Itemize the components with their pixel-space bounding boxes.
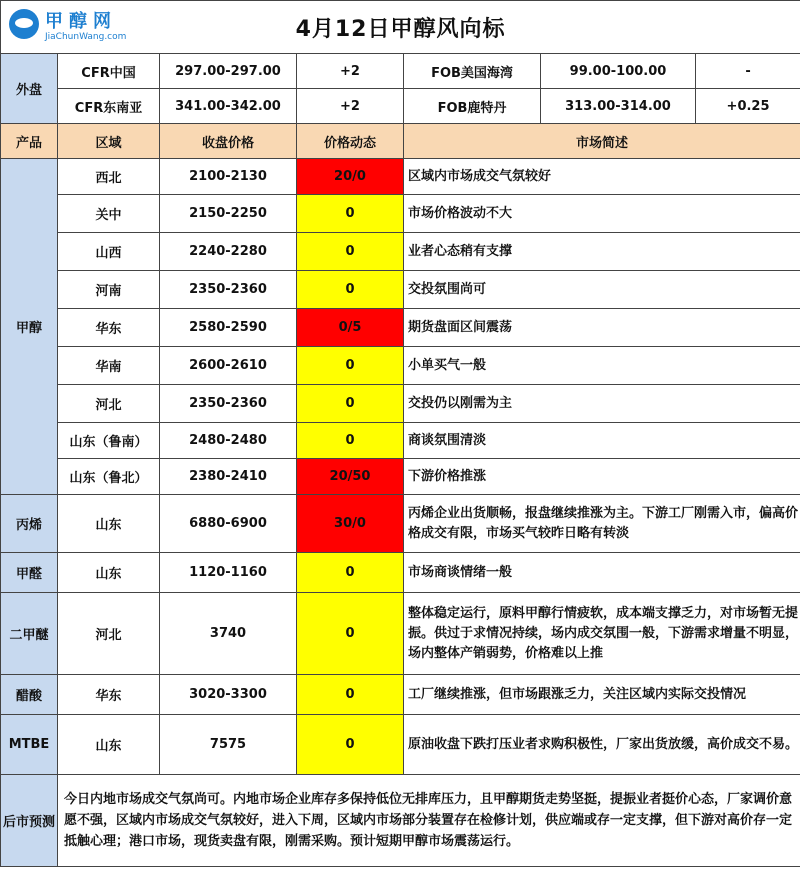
external-price2: 99.00-100.00 (541, 54, 696, 89)
logo-url: JiaChunWang.com (45, 32, 127, 42)
dynamic-cell: 0 (297, 195, 404, 233)
external-price: 341.00-342.00 (160, 89, 297, 124)
external-price2: 313.00-314.00 (541, 89, 696, 124)
price-cell: 2580-2590 (160, 309, 297, 347)
brief-cell: 市场价格波动不大 (404, 195, 800, 233)
brief-cell: 工厂继续推涨，但市场跟涨乏力，关注区域内实际交投情况 (404, 675, 800, 715)
brief-cell: 交投氛围尚可 (404, 271, 800, 309)
price-cell: 2100-2130 (160, 159, 297, 195)
dynamic-cell: 0 (297, 271, 404, 309)
product-label: 二甲醚 (1, 593, 58, 675)
header-close-price: 收盘价格 (160, 124, 297, 159)
external-price: 297.00-297.00 (160, 54, 297, 89)
brief-cell: 原油收盘下跌打压业者求购积极性，厂家出货放缓，高价成交不易。 (404, 715, 800, 775)
table-row (1, 459, 800, 495)
brief-cell: 期货盘面区间震荡 (404, 309, 800, 347)
dynamic-cell: 0 (297, 233, 404, 271)
table-row (1, 675, 800, 715)
region-cell: 华东 (58, 309, 160, 347)
forecast-text: 今日内地市场成交气氛尚可。内地市场企业库存多保持低位无排库压力，且甲醇期货走势坚挺，提振业者挺价心态，厂家调价意愿不强，区域内市场成交气氛较好，进入下周，区域内市场部分装置存在检修计划，供应端或存一定支撑，但下游对高价存一定抵触心理；港口市场，现货卖盘有限，刚需采购。预计短期甲醇市场震荡运行。 (58, 775, 800, 867)
external-label: 外盘 (1, 54, 58, 124)
table-row (1, 553, 800, 593)
price-cell: 6880-6900 (160, 495, 297, 553)
external-change2: - (696, 54, 800, 89)
logo-globe-icon (9, 9, 39, 39)
brief-cell: 业者心态稍有支撑 (404, 233, 800, 271)
table-row (1, 159, 800, 195)
header-region: 区域 (58, 124, 160, 159)
dynamic-cell: 0/5 (297, 309, 404, 347)
external-change2: +0.25 (696, 89, 800, 124)
product-label: 甲醇 (1, 159, 58, 495)
brief-cell: 下游价格推涨 (404, 459, 800, 495)
region-cell: 关中 (58, 195, 160, 233)
external-change: +2 (297, 54, 404, 89)
price-cell: 3740 (160, 593, 297, 675)
table-row (1, 715, 800, 775)
table-row (1, 195, 800, 233)
region-cell: 山东 (58, 495, 160, 553)
brief-cell: 市场商谈情绪一般 (404, 553, 800, 593)
region-cell: 河南 (58, 271, 160, 309)
region-cell: 山东（鲁南） (58, 423, 160, 459)
brief-cell: 丙烯企业出货顺畅，报盘继续推涨为主。下游工厂刚需入市，偏高价格成交有限，市场买气较昨日略有转淡 (404, 495, 800, 553)
header-price-dynamic: 价格动态 (297, 124, 404, 159)
page-title: 4月12日甲醇风向标 (295, 16, 506, 42)
dynamic-cell: 0 (297, 715, 404, 775)
price-cell: 2350-2360 (160, 271, 297, 309)
product-label: 甲醛 (1, 553, 58, 593)
external-name2: FOB鹿特丹 (404, 89, 541, 124)
region-cell: 河北 (58, 593, 160, 675)
brief-cell: 区域内市场成交气氛较好 (404, 159, 800, 195)
dynamic-cell: 0 (297, 593, 404, 675)
table-row (1, 385, 800, 423)
price-cell: 2240-2280 (160, 233, 297, 271)
region-cell: 山东 (58, 715, 160, 775)
brief-cell: 交投仍以刚需为主 (404, 385, 800, 423)
region-cell: 河北 (58, 385, 160, 423)
dynamic-cell: 20/0 (297, 159, 404, 195)
title-bar (1, 1, 800, 54)
product-label: 醋酸 (1, 675, 58, 715)
brief-cell: 整体稳定运行，原料甲醇行情疲软，成本端支撑乏力，对市场暂无提振。供过于求情况持续，场内成交氛围一般，下游需求增量不明显，场内整体产销弱势，价格难以上推 (404, 593, 800, 675)
dynamic-cell: 0 (297, 553, 404, 593)
price-cell: 7575 (160, 715, 297, 775)
dynamic-cell: 0 (297, 347, 404, 385)
external-name: CFR中国 (58, 54, 160, 89)
region-cell: 山西 (58, 233, 160, 271)
price-cell: 2150-2250 (160, 195, 297, 233)
region-cell: 华东 (58, 675, 160, 715)
dynamic-cell: 0 (297, 423, 404, 459)
external-change: +2 (297, 89, 404, 124)
price-cell: 2600-2610 (160, 347, 297, 385)
forecast-row (1, 775, 800, 867)
header-market-brief: 市场简述 (404, 124, 800, 159)
logo-text: 甲醇网 (45, 11, 117, 32)
forecast-label: 后市预测 (1, 775, 58, 867)
table-row (1, 233, 800, 271)
brief-cell: 商谈氛围清淡 (404, 423, 800, 459)
price-cell: 1120-1160 (160, 553, 297, 593)
brief-cell: 小单买气一般 (404, 347, 800, 385)
product-label: 丙烯 (1, 495, 58, 553)
table-row (1, 423, 800, 459)
dynamic-cell: 30/0 (297, 495, 404, 553)
logo (9, 7, 159, 47)
dynamic-cell: 0 (297, 675, 404, 715)
region-cell: 华南 (58, 347, 160, 385)
price-cell: 2380-2410 (160, 459, 297, 495)
price-cell: 3020-3300 (160, 675, 297, 715)
external-name: CFR东南亚 (58, 89, 160, 124)
price-cell: 2480-2480 (160, 423, 297, 459)
dynamic-cell: 0 (297, 385, 404, 423)
region-cell: 山东 (58, 553, 160, 593)
table-row (1, 495, 800, 553)
region-cell: 西北 (58, 159, 160, 195)
dynamic-cell: 20/50 (297, 459, 404, 495)
table-row (1, 309, 800, 347)
external-name2: FOB美国海湾 (404, 54, 541, 89)
header-product: 产品 (1, 124, 58, 159)
table-row (1, 271, 800, 309)
region-cell: 山东（鲁北） (58, 459, 160, 495)
price-cell: 2350-2360 (160, 385, 297, 423)
table-row (1, 593, 800, 675)
table-row (1, 347, 800, 385)
product-label: MTBE (1, 715, 58, 775)
